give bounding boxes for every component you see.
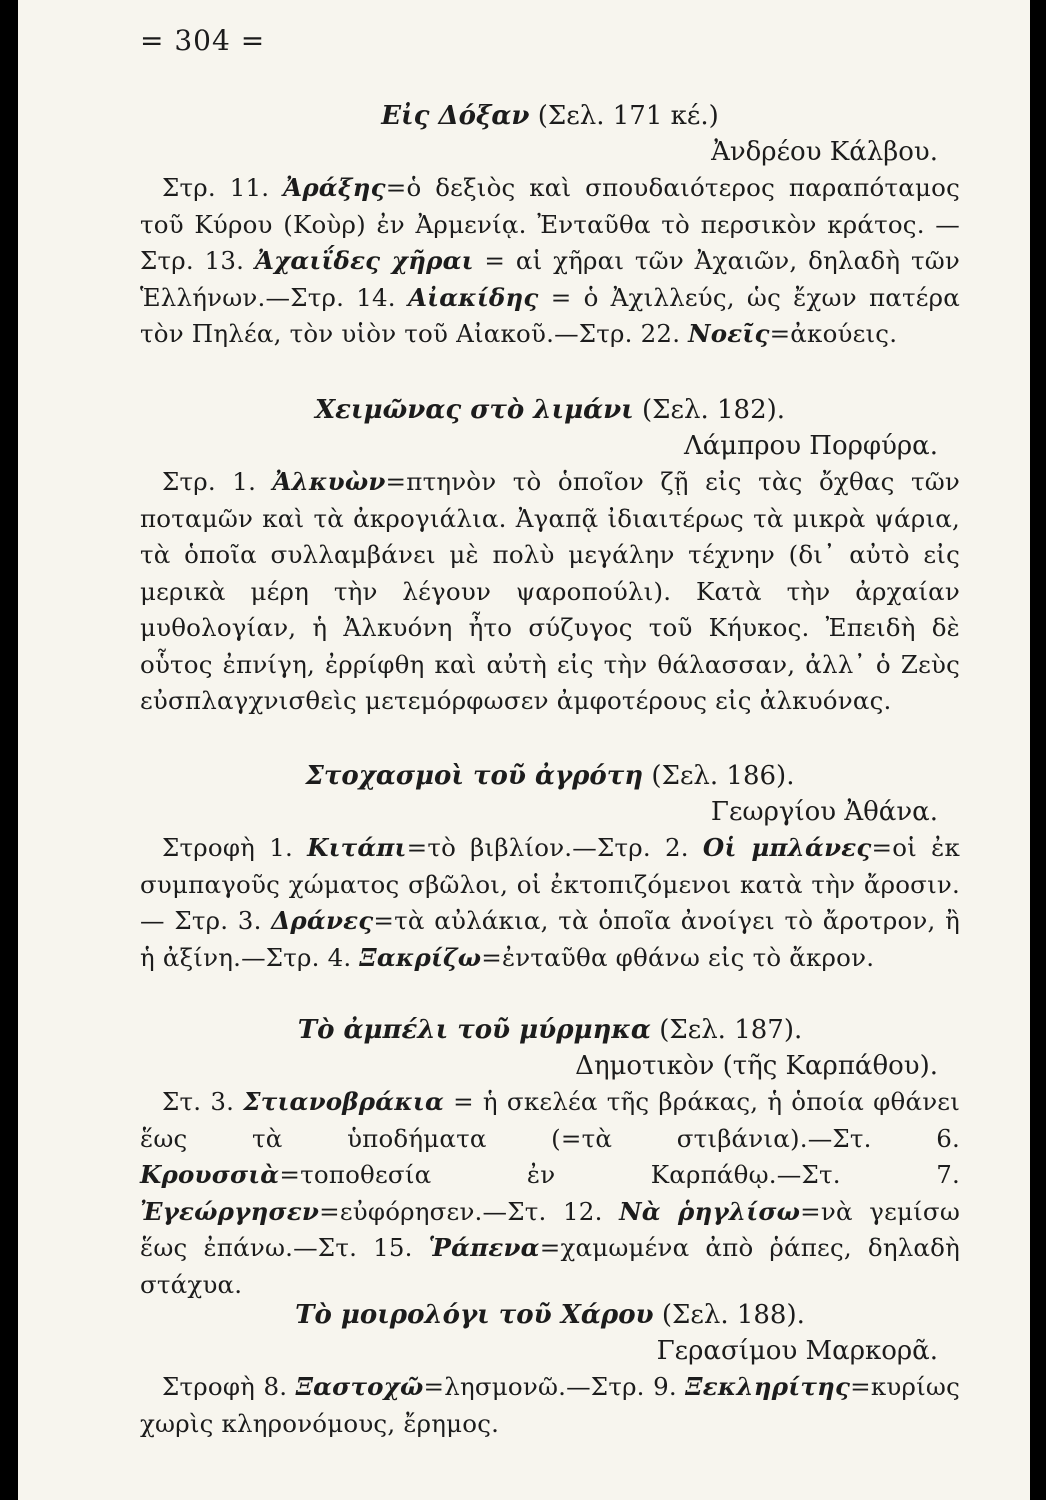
entry-xeimonas — [140, 392, 960, 720]
glossary-text: =λησμονῶ.—Στρ. 9. — [423, 1372, 686, 1401]
glossary-note — [140, 1369, 960, 1442]
entry-moirologi — [140, 1297, 960, 1442]
glossary-term: Ἐγεώργησεν — [140, 1196, 320, 1226]
page-number: = 304 = — [140, 24, 266, 57]
poem-title: Τὸ ἀμπέλι τοῦ μύρμηκα — [297, 1015, 651, 1045]
poem-title: Χειμῶνας στὸ λιμάνι — [314, 395, 634, 425]
glossary-term: Αἰακίδης — [407, 282, 539, 312]
glossary-text: =κυρίως χωρὶς κληρονόμους, ἔρημος. — [140, 1372, 960, 1438]
poem-heading — [140, 392, 960, 428]
poem-author: Ἀνδρέου Κάλβου. — [711, 137, 938, 167]
glossary-term: Δράνες — [271, 906, 374, 935]
poem-author: Δημοτικὸν (τῆς Καρπάθου). — [575, 1051, 938, 1081]
poem-heading — [140, 98, 960, 134]
glossary-term: Ξεκληρίτης — [685, 1372, 851, 1401]
glossary-text: =εὐφόρησεν.—Στ. 12. — [319, 1196, 620, 1226]
glossary-term: Ξαστοχῶ — [295, 1372, 424, 1401]
poem-title: Εἰς Δόξαν — [381, 101, 530, 131]
glossary-text: =χαμωμένα ἀπὸ ῥάπες, δηλαδὴ στάχυα. — [140, 1233, 961, 1299]
glossary-note — [140, 464, 960, 720]
glossary-text: =πτηνὸν τὸ ὁποῖον ζῇ εἰς τὰς ὄχθας τῶν ποταμῶν καὶ τὰ ἀκρογιάλια. Ἀγαπᾷ ἰδιαιτέρως τὰ μικρὰ ψάρια, τὰ ὁποῖα συλλαμβάνει μὲ πολὺ μεγάλην τέχνην (δι᾽ αὐτὸ εἰς μερικὰ μέρη τὴν λέγουν ψαροπούλι). Κατὰ τὴν ἀρχαίαν μυθολογίαν, ἡ Ἀλκυόνη ἦτο σύζυγος τοῦ Κήυκος. Ἐπειδὴ δὲ οὗτος ἐπνίγη, ἐρρίφθη καὶ αὐτὴ εἰς τὴν θάλασσαν, ἀλλ᾽ ὁ Ζεὺς εὐσπλαγχνισθεὶς μετεμόρφωσεν ἀμφοτέρους εἰς ἀλκυόνας. — [140, 467, 960, 715]
book-page — [18, 0, 1030, 1500]
glossary-text: Στρ. 11. — [162, 173, 284, 202]
glossary-term: Ξακρίζω — [359, 942, 482, 972]
glossary-text: =τοποθεσία ἐν Καρπάθῳ.—Στ. 7. — [279, 1160, 960, 1189]
poem-title: Στοχασμοὶ τοῦ ἀγρότη — [305, 761, 644, 791]
entry-ampeli — [140, 1012, 960, 1303]
poem-author: Γερασίμου Μαρκορᾶ. — [656, 1336, 938, 1366]
glossary-term: Ἀράξης — [283, 173, 386, 202]
glossary-term: Ἀχαιΐδες χῆραι — [254, 246, 474, 275]
glossary-text: =οἱ ἐκ συμπαγοῦς χώματος σβῶλοι, οἱ ἐκτοπιζόμενοι κατὰ τὴν ἄροσιν.— Στρ. 3. — [140, 833, 960, 935]
entry-stoxasmoi — [140, 758, 960, 976]
poem-title: Τὸ μοιρολόγι τοῦ Χάρου — [295, 1300, 654, 1330]
glossary-text: =ἐνταῦθα φθάνω εἰς τὸ ἄκρον. — [481, 942, 875, 972]
glossary-text: =ὁ δεξιὸς καὶ σπουδαιότερος παραπόταμος τοῦ Κύρου (Κοὺρ) ἐν Ἀρμενίᾳ. Ἐνταῦθα τὸ περσικὸν κράτος. — Στρ. 13. — [140, 173, 960, 275]
glossary-text: = αἱ χῆραι τῶν Ἀχαιῶν, δηλαδὴ τῶν Ἑλλήνων.—Στρ. 14. — [140, 246, 960, 312]
glossary-text: Στρ. 1. — [162, 467, 273, 496]
glossary-text: Στροφὴ 1. — [162, 833, 308, 862]
glossary-text: =τὸ βιβλίον.—Στρ. 2. — [406, 833, 703, 862]
poem-heading — [140, 1012, 960, 1048]
glossary-note — [140, 830, 960, 976]
glossary-text: Στ. 3. — [162, 1087, 244, 1116]
glossary-term: Νοεῖς — [688, 319, 770, 348]
poem-heading — [140, 758, 960, 794]
glossary-term: Ἀλκυὼν — [272, 467, 386, 496]
glossary-text: =τὰ αὐλάκια, τὰ ὁποῖα ἀνοίγει τὸ ἄροτρον, ἢ ἡ ἀξίνη.—Στρ. 4. — [140, 906, 960, 972]
glossary-term: Οἱ μπλάνες — [702, 833, 872, 862]
glossary-text: = ἡ σκελέα τῆς βράκας, ἡ ὁποία φθάνει ἕως τὰ ὑποδήματα (=τὰ στιβάνια).—Στ. 6. — [140, 1087, 960, 1153]
glossary-text: =νὰ γεμίσω ἕως ἐπάνω.—Στ. 15. — [140, 1196, 961, 1262]
entry-eis-doxan — [140, 98, 960, 353]
glossary-text: =ἀκούεις. — [769, 319, 898, 348]
page-reference: (Σελ. 171 κέ.) — [529, 101, 719, 131]
poem-author: Γεωργίου Ἀθάνα. — [710, 797, 938, 827]
page-reference: (Σελ. 188). — [653, 1300, 805, 1330]
poem-heading — [140, 1297, 960, 1333]
glossary-text: = ὁ Ἀχιλλεύς, ὡς ἔχων πατέρα τὸν Πηλέα, τὸν υἱὸν τοῦ Αἰακοῦ.—Στρ. 22. — [140, 282, 961, 348]
page-reference: (Σελ. 187). — [650, 1015, 803, 1045]
glossary-text: Στροφὴ 8. — [162, 1372, 296, 1401]
glossary-term: Κρουσσιὰ — [140, 1160, 280, 1189]
glossary-term: Νὰ ῥηγλίσω — [619, 1196, 801, 1226]
glossary-term: Στιανοβράκια — [243, 1087, 444, 1116]
page-reference: (Σελ. 186). — [643, 761, 795, 791]
glossary-term: Κιτάπι — [307, 833, 407, 862]
glossary-term: Ῥάπενα — [428, 1233, 540, 1262]
poem-author: Λάμπρου Πορφύρα. — [683, 431, 938, 461]
glossary-note — [140, 1084, 960, 1303]
glossary-note — [140, 170, 960, 353]
page-reference: (Σελ. 182). — [633, 395, 786, 425]
